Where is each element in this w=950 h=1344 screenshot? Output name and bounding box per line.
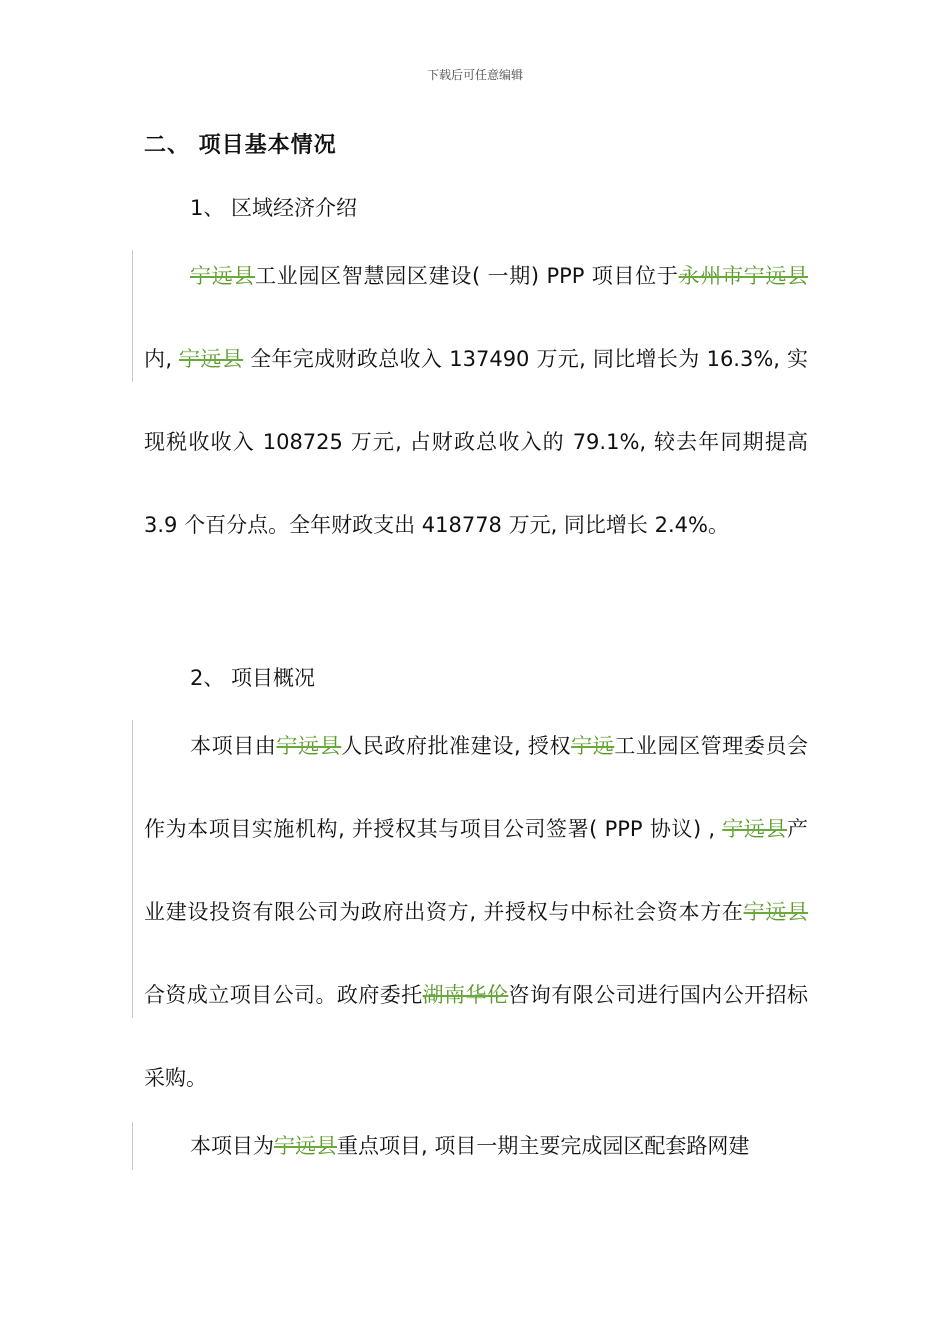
subsection-heading-economy: 1、 区域经济介绍 [190, 196, 358, 220]
highlighted-place-name: 宁远县 [276, 734, 342, 758]
paragraph-text: 工业园区管理委员会作为本项目实施机构, 并授权其与项目公司签署( PPP 协议) , [144, 734, 809, 841]
page-header: 下载后可任意编辑 [426, 68, 523, 82]
paragraph-text: 合资成立项目公司。政府委托 [144, 983, 423, 1007]
paragraph-economy [144, 235, 808, 567]
section-heading: 二、 项目基本情况 [144, 133, 337, 158]
paragraph-key-project [144, 1105, 808, 1188]
subsection-heading-overview: 2、 项目概况 [190, 666, 316, 690]
revision-bar [132, 720, 133, 1018]
highlighted-place-name: 宁远县 [179, 347, 244, 371]
paragraph-overview [144, 705, 808, 1120]
revision-bar [132, 1122, 133, 1170]
highlighted-place-name: 宁远县 [722, 817, 788, 841]
paragraph-text: 产业建设投资有限公司为政府出资方, 并授权与中标社会资本方在 [144, 817, 809, 924]
highlighted-place-name: 湖南华伦 [422, 983, 509, 1007]
highlighted-place-name: 宁远 [571, 734, 615, 758]
highlighted-place-name: 宁远县 [743, 900, 809, 924]
highlighted-place-name: 宁远县 [190, 264, 256, 288]
paragraph-text: 重点项目, 项目一期主要完成园区配套路网建 [337, 1134, 750, 1158]
paragraph-text: 人民政府批准建设, 授权 [341, 734, 572, 758]
paragraph-text: 本项目为 [190, 1134, 274, 1158]
paragraph-text: 内, [144, 347, 180, 371]
revision-bar [132, 250, 133, 382]
paragraph-text: 本项目由 [190, 734, 277, 758]
highlighted-place-name: 永州市宁远县 [678, 264, 809, 288]
paragraph-text: 咨询有限公司进行国内公开招标采购。 [144, 983, 809, 1090]
highlighted-place-name: 宁远县 [274, 1134, 337, 1158]
paragraph-text: 全年完成财政总收入 137490 万元, 同比增长为 16.3%, 实现税收收入 108725 万元, 占财政总收入的 79.1%, 较去年同期提高 3.9 个百分点。全年财政支出 418778 万元, 同比增长 2.4%。 [144, 347, 808, 537]
paragraph-text: 工业园区智慧园区建设( 一期) PPP 项目位于 [255, 264, 679, 288]
